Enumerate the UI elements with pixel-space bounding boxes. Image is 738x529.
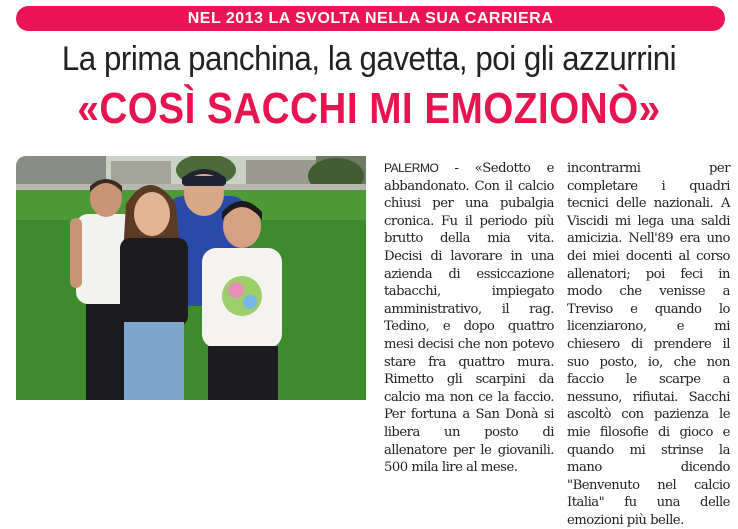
kicker-text: NEL 2013 LA SVOLTA NELLA SUA CARRIERA — [187, 10, 554, 27]
article-text-col2: incontrarmi per completare i quadri tecnici delle nazionali. A Viscidi mi lega una saldi amicizia. Nell'89 era uno dei miei docenti al corso allenatori; poi feci in modo che venisse a Treviso e quando lo licenziarono, e mi chiesero di prendere il suo posto, io, che non faccio le scarpe a nessuno, rifiutai. Sacchi ascoltò con pazienza le mie filosofie di gioco e quando mi strinse la mano dicendo "Benvenuto nel calcio Italia" fu una delle emozioni più belle. — [567, 161, 730, 528]
article-text-col1: - «Sedotto e abbandonato. Con il calcio chiusi per una pubalgia cronica. Fu il periodo più brutto della mia vita. Decisi di lavorare in una azienda di essiccazione tabacchi, impiegato amministrativo, il rag. Tedino, e dopo quattro mesi decisi che non potevo stare fra quattro mura. Rimetto gli scarpini da calcio ma non ce la faccio. Per fortuna a San Donà si libera un posto di allenatore per le giovanili. 500 mila lire al mese. — [384, 161, 554, 476]
kicker-banner — [16, 6, 725, 31]
article-column-1 — [384, 160, 554, 477]
family-photo — [16, 156, 366, 400]
headline: La prima panchina, la gavetta, poi gli azzurrini — [61, 40, 677, 78]
quote-title: «COSÌ SACCHI MI EMOZIONÒ» — [77, 84, 661, 133]
article-column-2 — [567, 160, 730, 529]
dateline-city: PALERMO — [384, 161, 439, 175]
